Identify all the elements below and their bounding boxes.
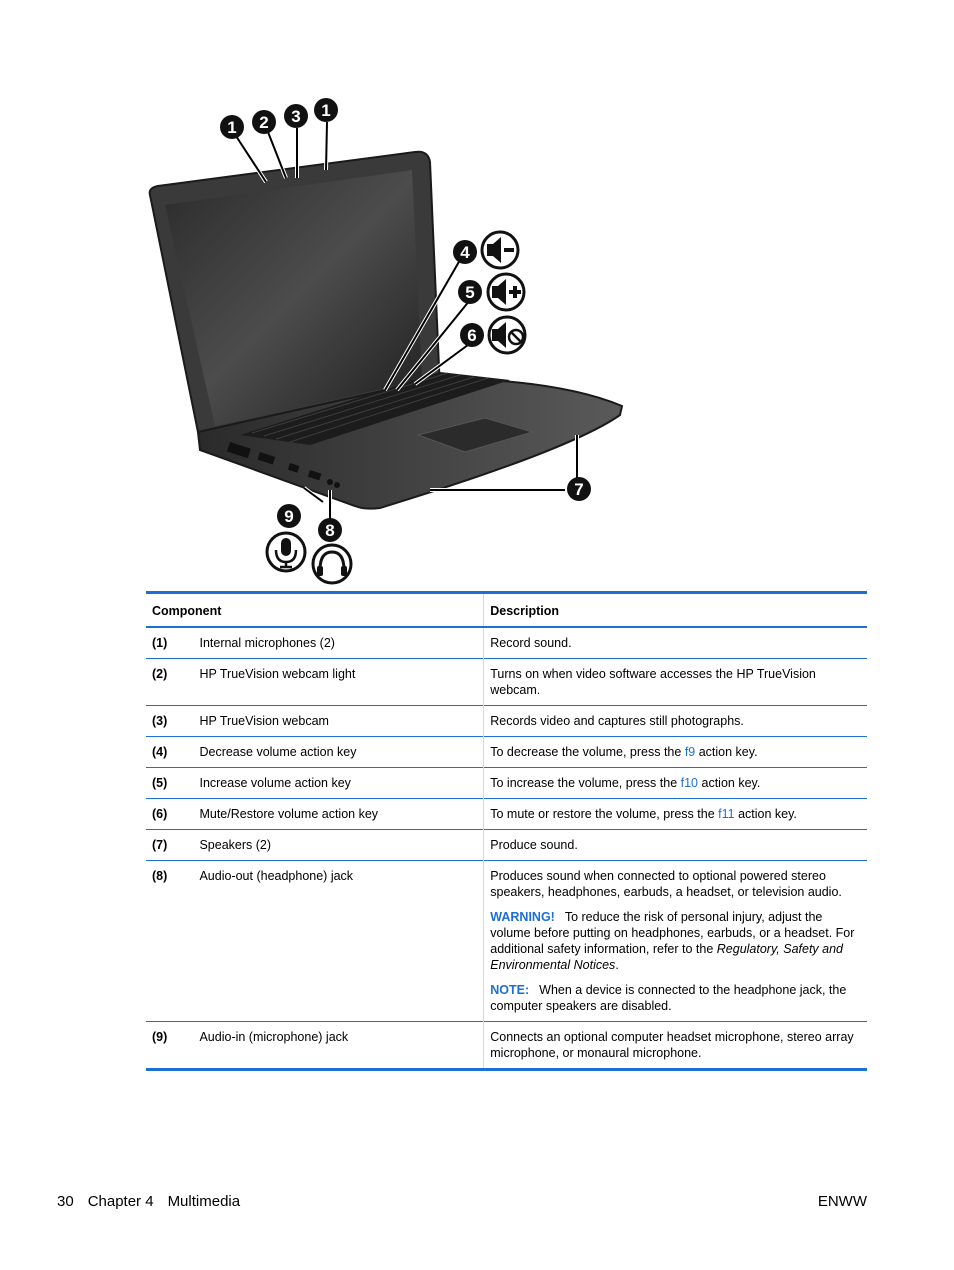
footer-locale: ENWW bbox=[817, 1193, 867, 1210]
key-link-f10[interactable]: f10 bbox=[680, 776, 699, 790]
key-link-f9[interactable]: f9 bbox=[684, 745, 696, 759]
callout-9 bbox=[277, 504, 301, 528]
callout-1b bbox=[314, 98, 338, 122]
table-row bbox=[146, 706, 867, 737]
page-footer bbox=[57, 1193, 867, 1210]
warning-text: To reduce the risk of personal injury, adjust the volume before putting on headphones, earbuds, or a headset. For additional safety information, refer to the bbox=[490, 910, 855, 956]
row-component: HP TrueVision webcam bbox=[199, 714, 329, 728]
row-description bbox=[484, 861, 867, 1022]
row-component: Audio-in (microphone) jack bbox=[199, 1030, 349, 1044]
description-text: Produces sound when connected to optional powered stereo speakers, headphones, earbuds, a headset, or television audio. bbox=[490, 869, 842, 899]
row-description: Records video and captures still photographs. bbox=[484, 706, 867, 737]
header-description: Description bbox=[484, 593, 867, 628]
table-row bbox=[146, 830, 867, 861]
row-number: (4) bbox=[152, 745, 168, 759]
row-description: Record sound. bbox=[484, 627, 867, 659]
row-component: Decrease volume action key bbox=[199, 745, 357, 759]
callout-7 bbox=[567, 477, 591, 501]
note-text: When a device is connected to the headphone jack, the computer speakers are disabled. bbox=[490, 983, 847, 1013]
row-description: Turns on when video software accesses the HP TrueVision webcam. bbox=[484, 659, 867, 706]
footer-chapter: Chapter 4 bbox=[87, 1193, 154, 1210]
svg-text:3: 3 bbox=[291, 107, 301, 126]
row-description: Produce sound. bbox=[484, 830, 867, 861]
svg-text:9: 9 bbox=[284, 507, 294, 526]
row-number: (1) bbox=[152, 636, 168, 650]
row-description: To decrease the volume, press the f9 action key. bbox=[484, 737, 867, 768]
table-row bbox=[146, 737, 867, 768]
warning-label: WARNING! bbox=[490, 910, 555, 924]
row-number: (7) bbox=[152, 838, 168, 852]
warning-block: WARNING! To reduce the risk of personal injury, adjust the volume before putting on headphones, earbuds, or a headset. For additional safety information, refer to the Regulatory, Safety and Environmental Notices. bbox=[490, 910, 855, 972]
component-table bbox=[146, 591, 867, 1071]
row-component: Mute/Restore volume action key bbox=[199, 807, 379, 821]
row-component: Internal microphones (2) bbox=[199, 636, 335, 650]
headphones-icon bbox=[313, 545, 351, 583]
volume-down-icon bbox=[482, 232, 518, 268]
row-number: (8) bbox=[152, 869, 168, 883]
callout-8 bbox=[318, 518, 342, 542]
row-description: To mute or restore the volume, press the f11 action key. bbox=[484, 799, 867, 830]
table-row bbox=[146, 799, 867, 830]
component-table-wrapper bbox=[146, 591, 867, 1071]
row-component: Increase volume action key bbox=[199, 776, 351, 790]
volume-up-icon bbox=[488, 274, 524, 310]
row-component: Speakers (2) bbox=[199, 838, 272, 852]
table-row bbox=[146, 861, 867, 1022]
note-label: NOTE: bbox=[490, 983, 530, 997]
row-number: (9) bbox=[152, 1030, 168, 1044]
row-number: (6) bbox=[152, 807, 168, 821]
row-description: Connects an optional computer headset microphone, stereo array microphone, or monaural microphone. bbox=[484, 1022, 867, 1070]
laptop-illustration bbox=[140, 90, 640, 590]
key-link-f11[interactable]: f11 bbox=[718, 807, 735, 821]
svg-text:5: 5 bbox=[465, 283, 475, 302]
table-row bbox=[146, 1022, 867, 1070]
laptop-figure bbox=[140, 90, 640, 590]
note-block bbox=[490, 982, 861, 1014]
svg-text:7: 7 bbox=[574, 480, 584, 499]
table-row bbox=[146, 627, 867, 659]
svg-text:2: 2 bbox=[259, 113, 269, 132]
footer-section: Multimedia bbox=[167, 1193, 241, 1210]
svg-text:1: 1 bbox=[227, 118, 237, 137]
callout-1a bbox=[220, 115, 244, 139]
warning-reference: Regulatory, Safety and Environmental Notices bbox=[490, 942, 843, 972]
page-number: 30 bbox=[57, 1193, 74, 1210]
svg-text:8: 8 bbox=[325, 521, 335, 540]
header-component: Component bbox=[152, 604, 222, 618]
row-component: Audio-out (headphone) jack bbox=[199, 869, 354, 883]
table-row bbox=[146, 768, 867, 799]
callout-3 bbox=[284, 104, 308, 128]
row-number: (3) bbox=[152, 714, 168, 728]
row-component: HP TrueVision webcam light bbox=[199, 667, 356, 681]
table-row bbox=[146, 659, 867, 706]
row-number: (2) bbox=[152, 667, 168, 681]
svg-text:4: 4 bbox=[460, 243, 470, 262]
svg-text:1: 1 bbox=[321, 101, 331, 120]
table-header-row bbox=[146, 593, 867, 628]
row-description: To increase the volume, press the f10 action key. bbox=[484, 768, 867, 799]
row-number: (5) bbox=[152, 776, 168, 790]
svg-text:6: 6 bbox=[467, 326, 477, 345]
callout-4 bbox=[453, 240, 477, 264]
callout-5 bbox=[458, 280, 482, 304]
microphone-icon bbox=[267, 533, 305, 571]
callout-6 bbox=[460, 323, 484, 347]
volume-mute-icon bbox=[489, 317, 525, 353]
callout-2 bbox=[252, 110, 276, 134]
